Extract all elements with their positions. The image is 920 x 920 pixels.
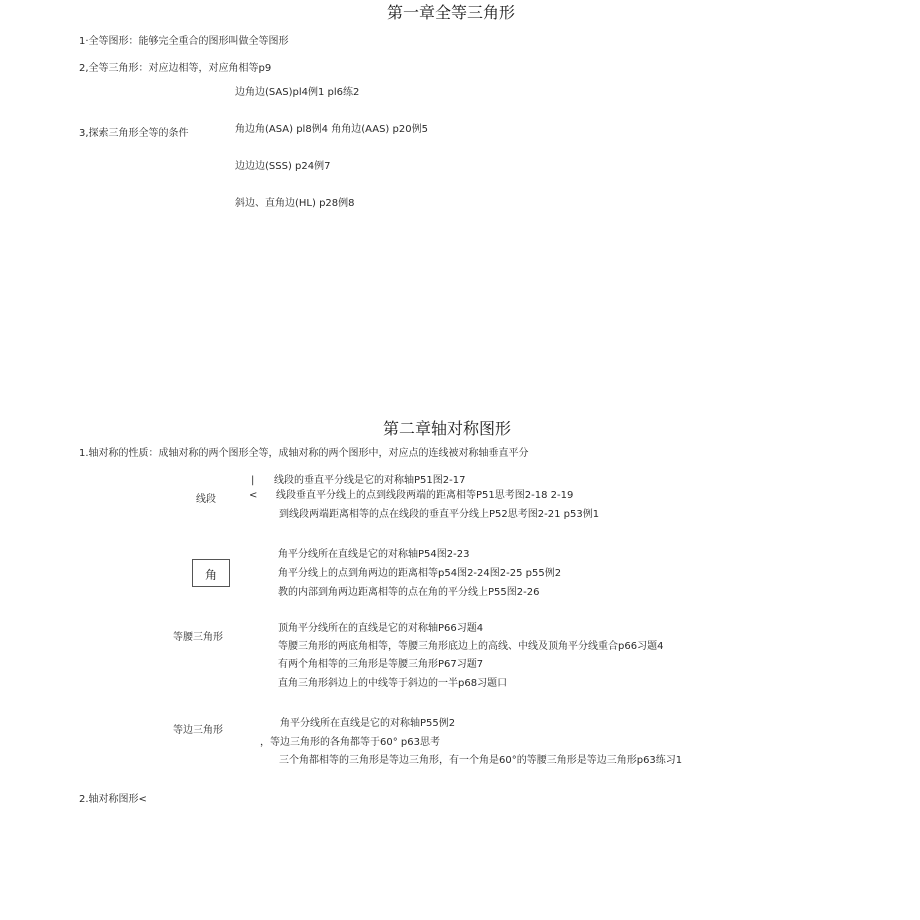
condition-hl: 斜边、直角边(HL) p28例8 (235, 198, 355, 209)
chapter2-item2: 2.轴对称图形< (79, 794, 147, 805)
condition-sss: 边边边(SSS) p24例7 (235, 161, 331, 172)
isosceles-label: 等腰三角形 (173, 632, 223, 643)
segment-line-1: 线段的垂直平分线是它的对称轴P51图2-17 (274, 475, 466, 486)
segment-line-2: 线段垂直平分线上的点到线段两端的距离相等P51思考图2-18 2-19 (276, 490, 574, 501)
segment-brace-mark: | (251, 475, 255, 486)
segment-line-3: 到线段两端距离相等的点在线段的垂直平分线上P52思考图2-21 p53例1 (279, 509, 600, 520)
equilateral-line-3: 三个角都相等的三角形是等边三角形，有一个角是60°的等腰三角形是等边三角形p63练习1 (279, 755, 683, 766)
chapter2-item1: 1.轴对称的性质：成轴对称的两个图形全等，成轴对称的两个图形中，对应点的连线被对称轴垂直平分 (79, 448, 529, 459)
angle-label-box (192, 559, 230, 587)
isosceles-line-3: 有两个角相等的三角形是等腰三角形P67习题7 (278, 659, 484, 670)
angle-line-2: 角平分线上的点到角两边的距离相等p54图2-24图2-25 p55例2 (278, 568, 562, 579)
chapter1-item1: 1·全等图形：能够完全重合的图形叫做全等图形 (79, 36, 289, 47)
angle-line-3: 教的内部到角两边距离相等的点在角的平分线上P55图2-26 (278, 587, 540, 598)
equilateral-label: 等边三角形 (173, 725, 223, 736)
chapter2-title: 第二章轴对称图形 (383, 419, 512, 438)
angle-label: 角 (204, 568, 217, 582)
condition-asa-aas: 角边角(ASA) pl8例4 角角边(AAS) p20例5 (235, 124, 428, 135)
equilateral-line-2: ，等边三角形的各角都等于60° p63思考 (260, 737, 440, 748)
angle-line-1: 角平分线所在直线是它的对称轴P54图2-23 (278, 549, 470, 560)
segment-label: 线段 (196, 494, 216, 505)
segment-brace-mark-2: < (249, 490, 258, 501)
isosceles-line-1: 顶角平分线所在的直线是它的对称轴P66习题4 (278, 623, 484, 634)
isosceles-line-4: 直角三角形斜边上的中线等于斜边的一半p68习题口 (278, 678, 508, 689)
condition-sas: 边角边(SAS)pl4例1 pl6练2 (235, 87, 360, 98)
chapter1-item2: 2,全等三角形：对应边相等，对应角相等p9 (79, 63, 272, 74)
equilateral-line-1: 角平分线所在直线是它的对称轴P55例2 (280, 718, 456, 729)
isosceles-line-2: 等腰三角形的两底角相等，等腰三角形底边上的高线、中线及顶角平分线重合p66习题4 (278, 641, 664, 652)
chapter1-item3-label: 3,探索三角形全等的条件 (79, 128, 189, 139)
chapter1-title: 第一章全等三角形 (387, 3, 516, 22)
